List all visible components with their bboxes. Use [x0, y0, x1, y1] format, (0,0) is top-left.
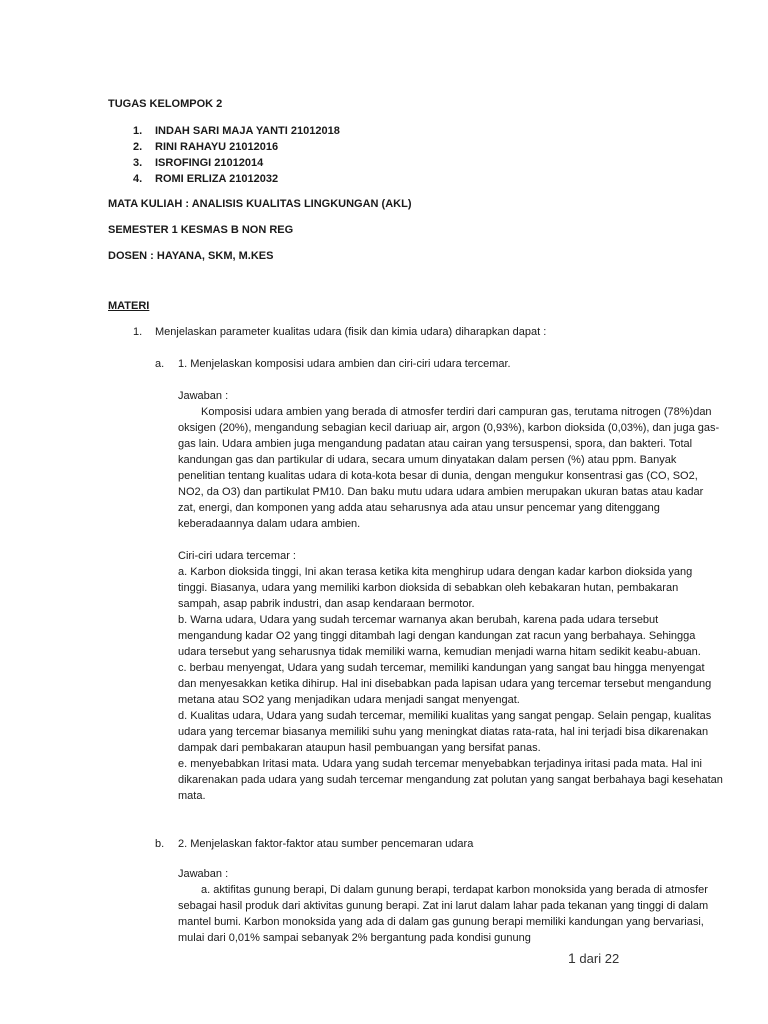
list-item	[133, 139, 340, 155]
list-number: 1.	[133, 326, 143, 338]
sub-item-text: 2. Menjelaskan faktor-faktor atau sumber pencemaran udara	[178, 838, 474, 850]
member-list	[133, 123, 340, 187]
list-item	[133, 123, 340, 139]
answer-label: Jawaban :	[178, 390, 229, 402]
characteristics-heading: Ciri-ciri udara tercemar :	[178, 550, 296, 562]
section-heading: MATERI	[108, 300, 150, 312]
member-name: INDAH SARI MAJA YANTI 21012018	[155, 125, 340, 137]
member-name: RINI RAHAYU 21012016	[155, 141, 279, 153]
characteristics-block	[178, 548, 723, 804]
sub-item-text: 1. Menjelaskan komposisi udara ambien dan ciri-ciri udara tercemar.	[178, 358, 511, 370]
answer-paragraph: Komposisi udara ambien yang berada di atmosfer terdiri dari campuran gas, terutama nitrogen (78%)dan oksigen (20%), mengandung sebagian kecil dariuap air, argon (0,93%), karbon dioksida (0,03%), dan juga gas-gas lain. Udara ambien juga mengandung padatan atau cairan yang tersuspensi, spora, dan bakteri. Total kandungan gas dan partikular di udara, secara umum dinyatakan dalam persen (%) atau ppm. Banyak penelitian tentang kualitas udara di kota-kota besar di dunia, dengan mengukur konsentrasi gas (CO, SO2, NO2, da O3) dan partikulat PM10. Dan baku mutu udara udara ambien merupakan ukuran batas atau kadar zat, energi, dan komponen yang adda atau seharusnya ada atau unsur pencemar yang ditenggang keberadaannya dalam udara ambien.	[178, 406, 720, 530]
list-number: 1.	[133, 125, 143, 137]
list-item: e. menyebabkan Iritasi mata. Udara yang sudah tercemar menyebabkan terjadinya iritasi pada mata. Hal ini dikarenakan pada udara yang sudah tercemar mengandung zat polutan yang sangat berbahaya bagi kesehatan mata.	[178, 758, 723, 802]
list-item: b. Warna udara, Udara yang sudah tercemar warnanya akan berubah, karena pada udara tersebut mengandung kadar O2 yang tinggi ditambah lagi dengan kandungan zat racun yang berbahaya. Sehingga udara tersebut yang seharusnya tidak memiliki warna, kemudian menjadi warna hitam sedikit keabu-abuan.	[178, 614, 701, 658]
course-line: MATA KULIAH : ANALISIS KUALITAS LINGKUNGAN (AKL)	[108, 198, 412, 210]
lecturer-line: DOSEN : HAYANA, SKM, M.KES	[108, 250, 274, 262]
question-text: Menjelaskan parameter kualitas udara (fisik dan kimia udara) diharapkan dapat :	[155, 326, 547, 338]
list-number: 3.	[133, 157, 143, 169]
list-item: a. Karbon dioksida tinggi, Ini akan terasa ketika kita menghirup udara dengan kadar karbon dioksida yang tinggi. Biasanya, udara yang memiliki karbon dioksida di sebabkan oleh kebakaran hutan, pembakaran sampah, asap pabrik industri, dan asap kendaraan bermotor.	[178, 566, 693, 610]
answer-block	[178, 388, 723, 532]
page-indicator	[568, 950, 619, 967]
list-number: 4.	[133, 173, 143, 185]
list-item: d. Kualitas udara, Udara yang sudah tercemar, memiliki kualitas yang sangat pengap. Selain pengap, kualitas udara yang tercemar biasanya memiliki suhu yang meningkat diatas rata-rata, hal ini terjadi bisa dikarenakan dampak dari pembakaran ataupun hasil pembuangan yang bersifat panas.	[178, 710, 712, 754]
member-name: ROMI ERLIZA 21012032	[155, 173, 279, 185]
answer-label: Jawaban :	[178, 868, 229, 880]
list-number: 2.	[133, 141, 143, 153]
page-total: dari 22	[579, 951, 620, 966]
assignment-title: TUGAS KELOMPOK 2	[108, 98, 223, 110]
page-number: 1	[568, 950, 576, 966]
member-name: ISROFINGI 21012014	[155, 157, 264, 169]
answer-paragraph: a. aktifitas gunung berapi, Di dalam gunung berapi, terdapat karbon monoksida yang berada di atmosfer sebagai hasil produk dari aktivitas gunung berapi. Zat ini larut dalam lahar pada tekanan yang tinggi di dalam mantel bumi. Karbon monoksida yang ada di dalam gas gunung berapi memiliki kandungan yang bervariasi, mulai dari 0,01% sampai sebanyak 2% bergantung pada kondisi gunung	[178, 884, 709, 944]
list-item	[133, 171, 340, 187]
list-item: c. berbau menyengat, Udara yang sudah tercemar, memiliki kandungan yang sangat bau hingga menyengat dan menyesakkan ketika dihirup. Hal ini disebabkan pada lapisan udara yang tercemar tersebut mengandung metana atau SO2 yang menjadikan udara menjadi sangat menyengat.	[178, 662, 712, 706]
semester-line: SEMESTER 1 KESMAS B NON REG	[108, 224, 294, 236]
sub-item-letter: a.	[155, 358, 165, 370]
answer-block	[178, 866, 723, 946]
sub-item-letter: b.	[155, 838, 165, 850]
list-item	[133, 155, 340, 171]
